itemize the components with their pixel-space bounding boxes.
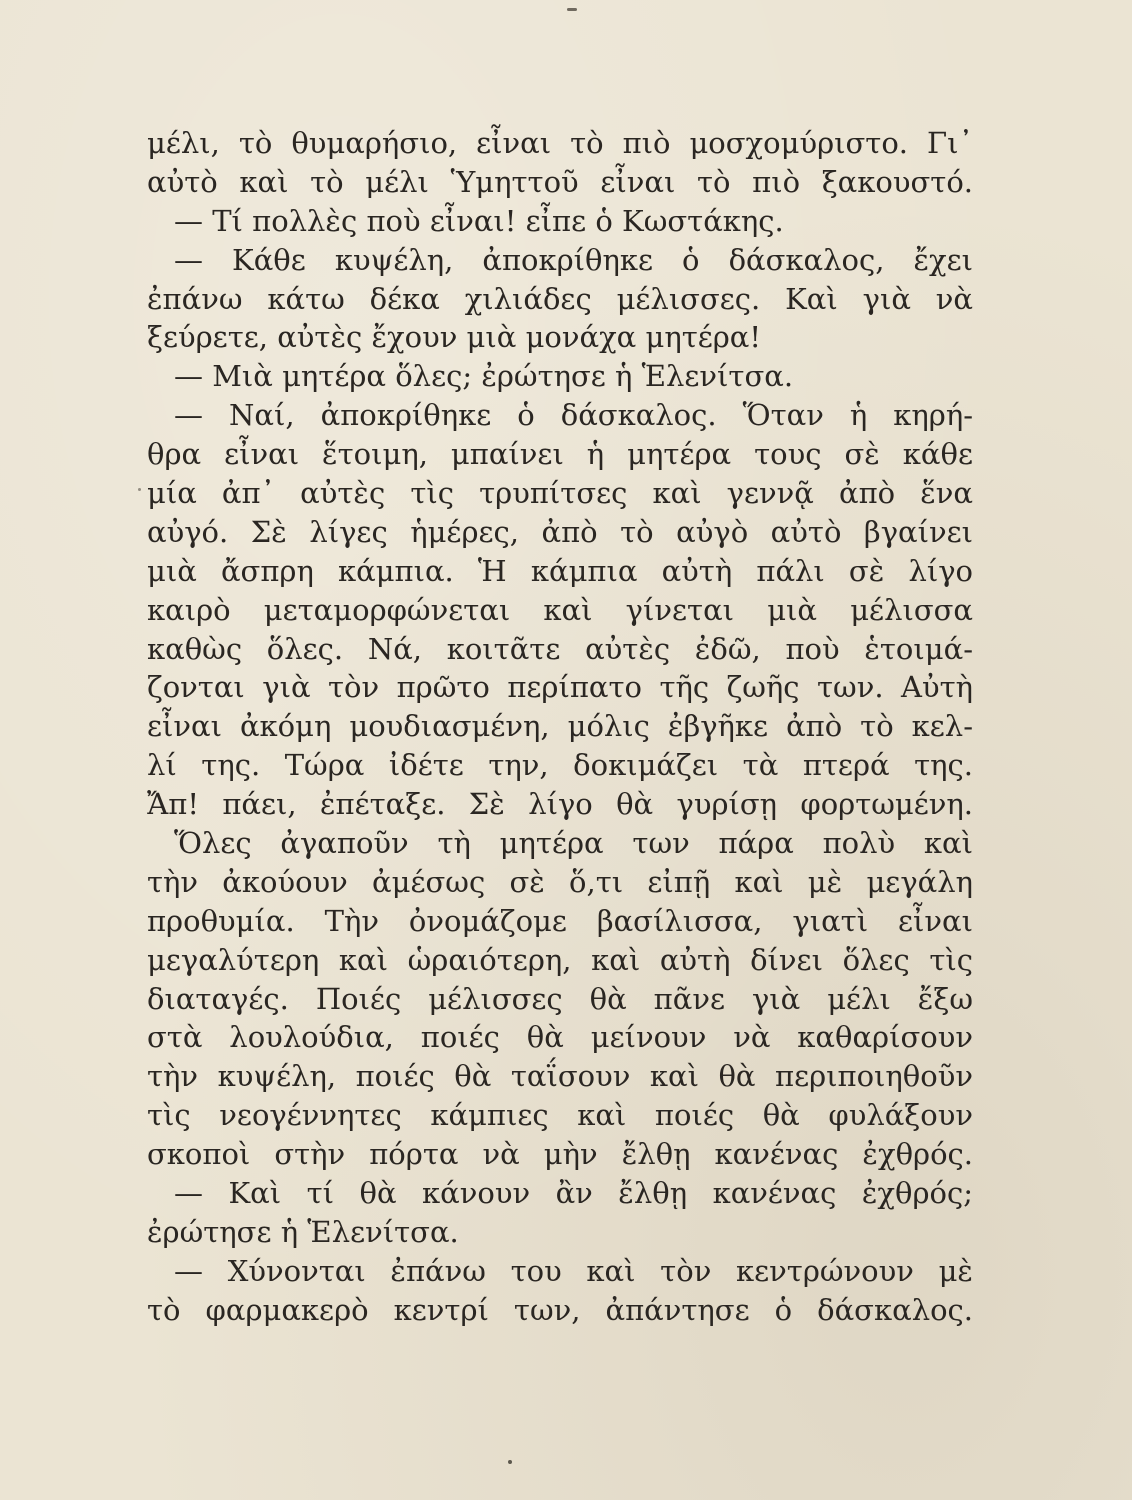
text-line: μία ἀπ᾽ αὐτὲς τὶς τρυπίτσες καὶ γεννᾷ ἀπὸ ἕνα	[147, 476, 973, 511]
ink-speck	[138, 488, 141, 491]
text-line: διαταγές. Ποιές μέλισσες θὰ πᾶνε γιὰ μέλι ἔξω	[147, 981, 973, 1016]
text-line: τὶς νεογέννητες κάμπιες καὶ ποιές θὰ φυλάξουν	[147, 1098, 973, 1133]
text-line: μιὰ ἄσπρη κάμπια. Ἡ κάμπια αὐτὴ πάλι σὲ λίγο	[147, 553, 973, 588]
text-line: τὸ φαρμακερὸ κεντρί των, ἀπάντησε ὁ δάσκαλος.	[147, 1292, 973, 1327]
text-line: Ἄπ! πάει, ἐπέταξε. Σὲ λίγο θὰ γυρίσῃ φορτωμένη.	[147, 787, 973, 822]
ink-speck-bottom	[508, 1460, 512, 1464]
text-line: στὰ λουλούδια, ποιές θὰ μείνουν νὰ καθαρίσουν	[147, 1020, 973, 1055]
dialogue-line: — Καὶ τί θὰ κάνουν ἂν ἔλθῃ κανένας ἐχθρός;	[174, 1176, 973, 1211]
text-line: ζονται γιὰ τὸν πρῶτο περίπατο τῆς ζωῆς των. Αὐτὴ	[147, 670, 973, 705]
text-line: λί της. Τώρα ἰδέτε την, δοκιμάζει τὰ πτερά της.	[147, 748, 973, 783]
dialogue-line: — Χύνονται ἐπάνω του καὶ τὸν κεντρώνουν μὲ	[174, 1253, 973, 1288]
text-line: εἶναι ἀκόμη μουδιασμένη, μόλις ἐβγῆκε ἀπὸ τὸ κελ-	[147, 709, 973, 744]
dialogue-line: — Ναί, ἀποκρίθηκε ὁ δάσκαλος. Ὅταν ἡ κηρή-	[174, 398, 973, 433]
text-line: ξεύρετε, αὐτὲς ἔχουν μιὰ μονάχα μητέρα!	[147, 320, 762, 355]
text-line: καθὼς ὅλες. Νά, κοιτᾶτε αὐτὲς ἐδῶ, ποὺ ἑτοιμά-	[147, 631, 973, 666]
text-line: μεγαλύτερη καὶ ὡραιότερη, καὶ αὐτὴ δίνει ὅλες τὶς	[147, 942, 973, 977]
text-line: αὐγό. Σὲ λίγες ἡμέρες, ἀπὸ τὸ αὐγὸ αὐτὸ βγαίνει	[147, 514, 973, 549]
text-line: τὴν κυψέλη, ποιές θὰ ταΐσουν καὶ θὰ περιποιηθοῦν	[147, 1059, 973, 1094]
text-line: καιρὸ μεταμορφώνεται καὶ γίνεται μιὰ μέλισσα	[147, 592, 973, 627]
text-line: ἐρώτησε ἡ Ἑλενίτσα.	[147, 1214, 459, 1249]
paragraph-start-line: Ὅλες ἀγαποῦν τὴ μητέρα των πάρα πολὺ καὶ	[174, 826, 973, 861]
dialogue-line: — Κάθε κυψέλη, ἀποκρίθηκε ὁ δάσκαλος, ἔχει	[174, 242, 973, 277]
text-line: τὴν ἀκούουν ἀμέσως σὲ ὅ,τι εἰπῇ καὶ μὲ μεγάλη	[147, 864, 973, 899]
dialogue-line: — Μιὰ μητέρα ὅλες; ἐρώτησε ἡ Ἑλενίτσα.	[174, 359, 794, 394]
ink-mark-top	[567, 8, 577, 11]
text-line: αὐτὸ καὶ τὸ μέλι Ὑμηττοῦ εἶναι τὸ πιὸ ξακουστό.	[147, 164, 973, 199]
text-line: σκοποὶ στὴν πόρτα νὰ μὴν ἔλθῃ κανένας ἐχθρός.	[147, 1137, 973, 1172]
dialogue-line: — Τί πολλὲς ποὺ εἶναι! εἶπε ὁ Κωστάκης.	[174, 203, 784, 238]
text-line: ἐπάνω κάτω δέκα χιλιάδες μέλισσες. Καὶ γιὰ νὰ	[147, 281, 973, 316]
text-line: προθυμία. Τὴν ὀνομάζομε βασίλισσα, γιατὶ εἶναι	[147, 903, 973, 938]
body-text	[147, 124, 973, 1330]
text-line: μέλι, τὸ θυμαρήσιο, εἶναι τὸ πιὸ μοσχομύριστο. Γι᾽	[147, 126, 973, 160]
text-line: θρα εἶναι ἕτοιμη, μπαίνει ἡ μητέρα τους σὲ κάθε	[147, 437, 973, 472]
